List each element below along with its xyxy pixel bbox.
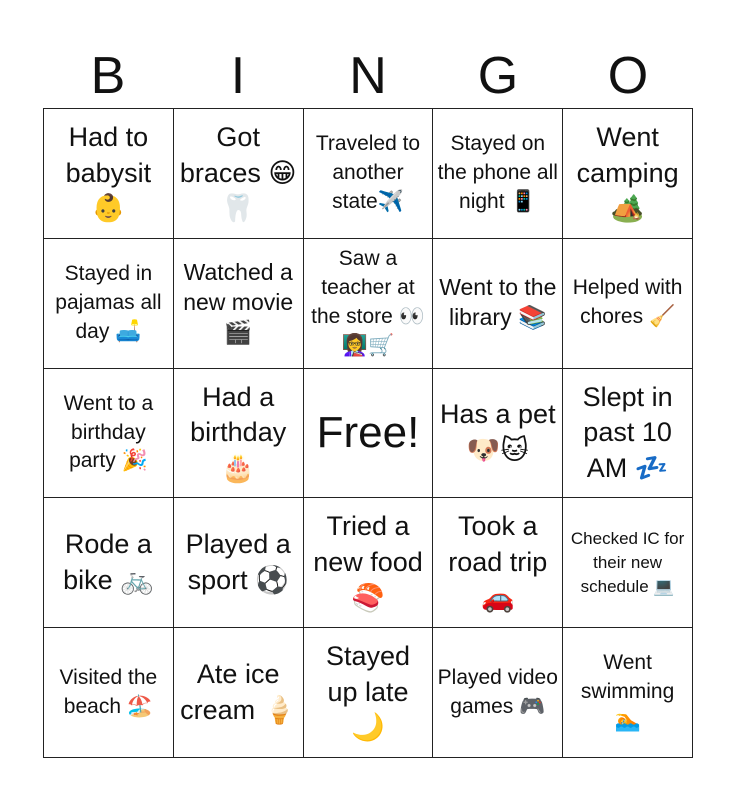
bingo-cell[interactable] xyxy=(44,109,174,239)
bingo-cell-text: Had to babysit 👶 xyxy=(65,121,152,224)
bingo-cell[interactable] xyxy=(563,498,693,628)
bingo-cell[interactable] xyxy=(304,109,434,239)
bingo-cell-text: Played a sport ⚽ xyxy=(185,529,291,595)
bingo-cell-text: Went to a birthday party 🎉 xyxy=(63,391,154,473)
bingo-cell[interactable] xyxy=(433,239,563,369)
bingo-cell[interactable] xyxy=(433,369,563,499)
bingo-cell[interactable] xyxy=(44,369,174,499)
bingo-cell-text: Stayed up late 🌙 xyxy=(325,641,411,743)
bingo-cell-text: Stayed in pajamas all day 🛋️ xyxy=(55,261,162,343)
bingo-cell[interactable] xyxy=(433,498,563,628)
bingo-cell-text: Went swimming 🏊 xyxy=(580,651,675,733)
bingo-header xyxy=(43,44,693,108)
header-letter-o: O xyxy=(607,47,649,105)
bingo-grid xyxy=(43,108,693,758)
bingo-cell-text: Tried a new food 🍣 xyxy=(313,511,423,613)
bingo-cell[interactable] xyxy=(563,239,693,369)
free-space-cell[interactable] xyxy=(304,369,434,499)
bingo-cell[interactable] xyxy=(304,628,434,758)
bingo-cell-text: Stayed on the phone all night 📱 xyxy=(437,131,558,213)
bingo-cell-text: Saw a teacher at the store 👀👩‍🏫🛒 xyxy=(311,247,425,358)
header-letter-n: N xyxy=(349,47,387,105)
bingo-cell-text: Ate ice cream 🍦 xyxy=(180,658,297,725)
bingo-cell[interactable] xyxy=(433,109,563,239)
header-letter-b: B xyxy=(90,47,126,105)
bingo-cell-text: Went to the library 📚 xyxy=(439,274,557,331)
bingo-cell[interactable] xyxy=(44,628,174,758)
bingo-cell-text: Free! xyxy=(316,408,420,458)
bingo-cell[interactable] xyxy=(44,498,174,628)
bingo-cell-text: Traveled to another state✈️ xyxy=(315,131,421,213)
bingo-cell-text: Helped with chores 🧹 xyxy=(572,276,683,329)
bingo-cell[interactable] xyxy=(563,109,693,239)
bingo-cell-text: Visited the beach 🏖️ xyxy=(59,665,158,718)
bingo-cell[interactable] xyxy=(433,628,563,758)
bingo-cell-text: Has a pet 🐶🐱 xyxy=(440,399,556,465)
bingo-cell-text: Watched a new movie 🎬 xyxy=(183,259,294,346)
bingo-cell[interactable] xyxy=(174,369,304,499)
bingo-cell-text: Took a road trip 🚗 xyxy=(448,511,548,613)
bingo-cell[interactable] xyxy=(174,109,304,239)
bingo-cell[interactable] xyxy=(174,239,304,369)
bingo-cell[interactable] xyxy=(563,369,693,499)
bingo-cell-text: Rode a bike 🚲 xyxy=(63,529,154,595)
bingo-cell[interactable] xyxy=(174,628,304,758)
bingo-cell[interactable] xyxy=(44,239,174,369)
bingo-cell-text: Checked IC for their new schedule 💻 xyxy=(570,529,685,596)
bingo-cell-text: Slept in past 10 AM 💤 xyxy=(582,381,673,483)
bingo-cell-text: Got braces 😁🦷 xyxy=(179,121,297,224)
bingo-cell-text: Had a birthday 🎂 xyxy=(190,381,287,483)
bingo-cell-text: Went camping 🏕️ xyxy=(576,121,679,224)
bingo-cell-text: Played video games 🎮 xyxy=(437,665,558,718)
header-letter-g: G xyxy=(477,47,519,105)
bingo-cell[interactable] xyxy=(563,628,693,758)
bingo-cell[interactable] xyxy=(304,239,434,369)
bingo-cell[interactable] xyxy=(174,498,304,628)
bingo-cell[interactable] xyxy=(304,498,434,628)
header-letter-i: I xyxy=(230,47,246,105)
